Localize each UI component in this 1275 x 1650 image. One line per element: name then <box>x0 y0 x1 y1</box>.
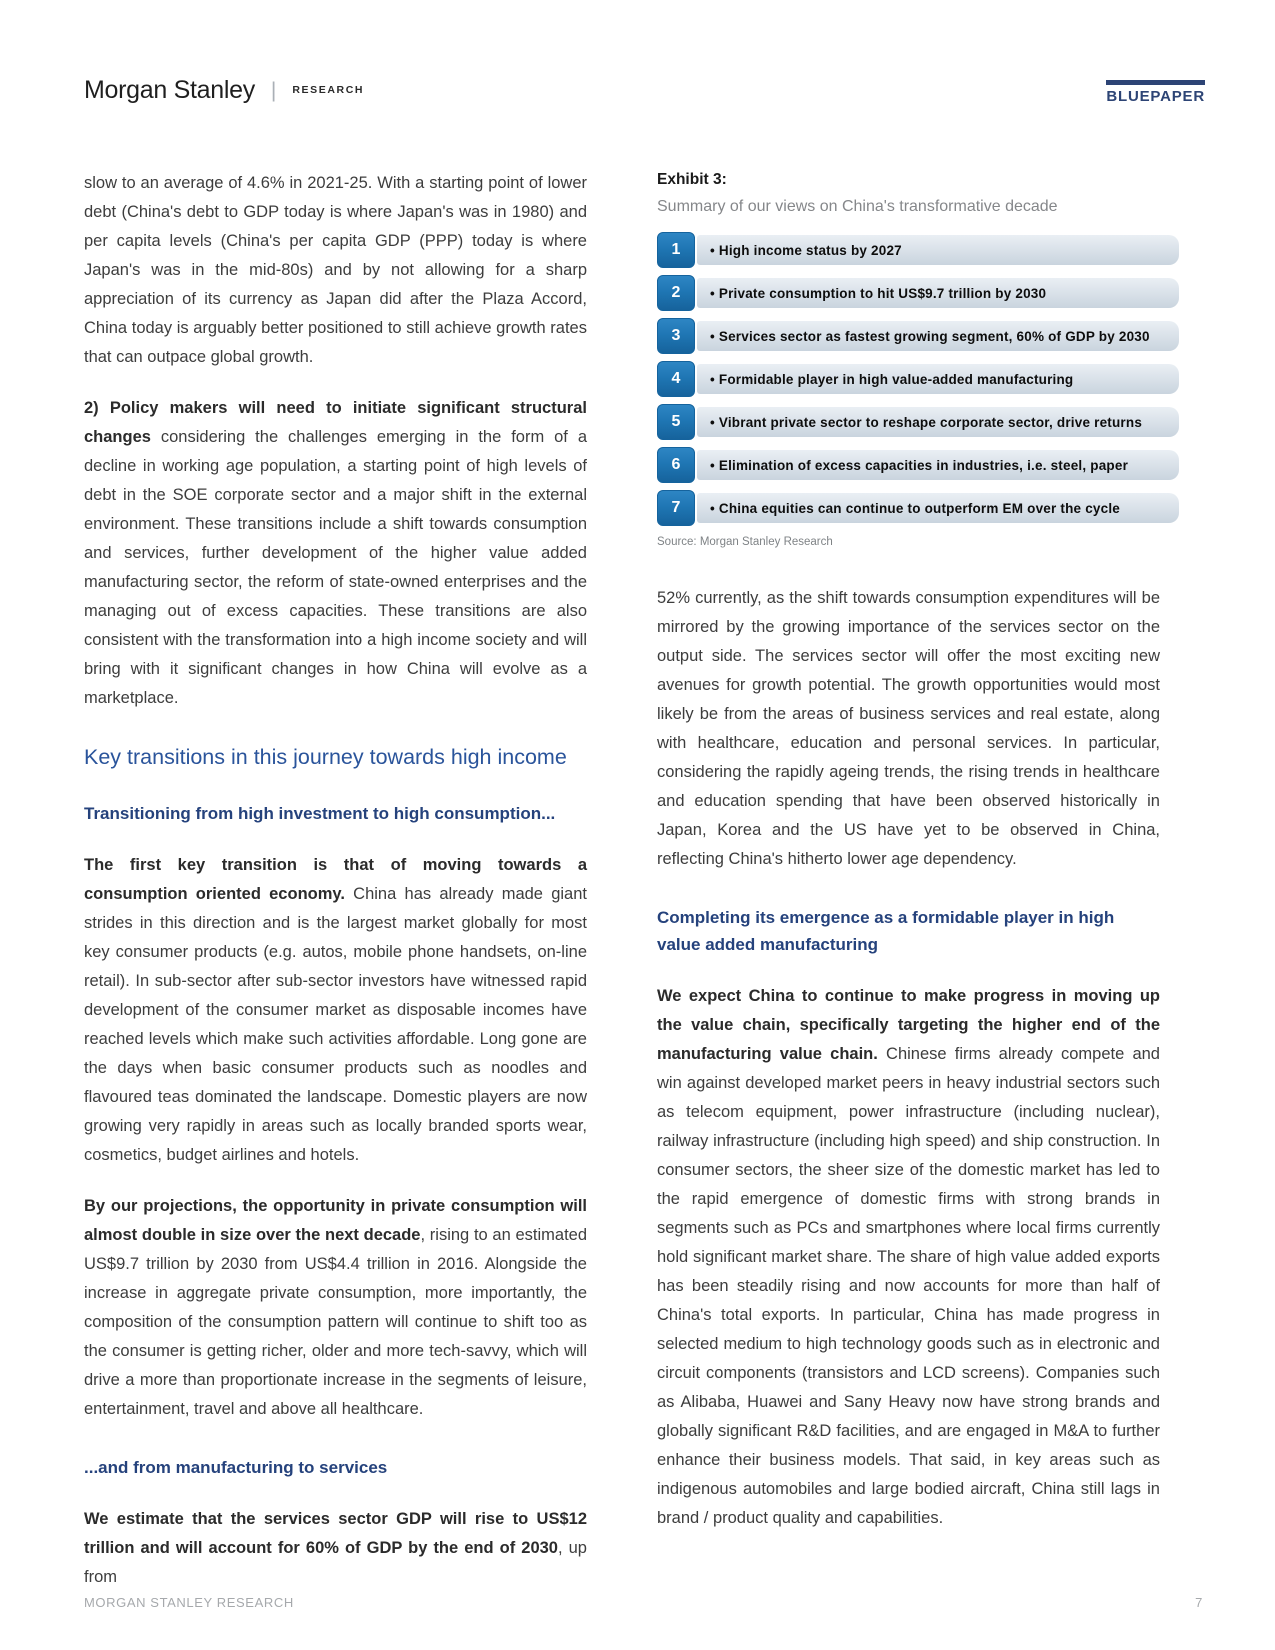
exhibit-item-5 <box>657 404 1179 440</box>
brand-divider: | <box>270 78 277 102</box>
paragraph-first-key-transition <box>84 851 587 1170</box>
exhibit-item-4 <box>657 361 1179 397</box>
exhibit-item-1-label: • High income status by 2027 <box>710 242 902 258</box>
exhibit-item-2-label: • Private consumption to hit US$9.7 trillion by 2030 <box>710 285 1047 301</box>
exhibit-item-1-number: 1 <box>657 232 695 268</box>
exhibit-item-3-number: 3 <box>657 318 695 354</box>
exhibit-source: Source: Morgan Stanley Research <box>657 536 833 548</box>
exhibit-item-6-bar <box>697 450 1179 480</box>
left-column <box>84 169 587 1614</box>
paragraph-value-chain <box>657 982 1160 1533</box>
subheading-manufacturing-to-services: ...and from manufacturing to services <box>84 1458 388 1477</box>
footer-brand-label: MORGAN STANLEY RESEARCH <box>84 1595 294 1610</box>
exhibit-item-2-number: 2 <box>657 275 695 311</box>
morgan-stanley-logo: Morgan Stanley <box>84 76 255 104</box>
exhibit-3 <box>657 171 1179 548</box>
subheading-high-value-manufacturing: Completing its emergence as a formidable player in high value added manufacturing <box>657 908 1115 954</box>
paragraph-policy-makers-lead: 2) Policy makers will need to initiate significant structural changes <box>84 399 587 446</box>
exhibit-item-3 <box>657 318 1179 354</box>
right-column <box>657 169 1160 1614</box>
exhibit-item-3-label: • Services sector as fastest growing segment, 60% of GDP by 2030 <box>710 328 1150 344</box>
paragraph-policy-makers <box>84 394 587 713</box>
paragraph-first-key-transition-body: China has already made giant strides in this direction and is the largest market globally for most key consumer products (e.g. autos, mobile phone handsets, on-line retail). In sub-sector after sub-sector investors have witnessed rapid development of the consumer market as disposable incomes have reached levels which make such activities affordable. Long gone are the days when basic consumer products such as noodles and flavoured teas dominated the landscape. Domestic players are now growing very rapidly in areas such as locally branded sports wear, cosmetics, budget airlines and hotels. <box>84 885 587 1164</box>
paragraph-growth-outlook: slow to an average of 4.6% in 2021-25. With a starting point of lower debt (China's debt to GDP today is where Japan's was in 1980) and per capita levels (China's per capita GDP (PPP) today is where Japan's was in the mid-80s) and by not allowing for a sharp appreciation of its currency as Japan did after the Plaza Accord, China today is arguably better positioned to still achieve growth rates that can outpace global growth. <box>84 174 587 366</box>
paragraph-policy-makers-body: considering the challenges emerging in the form of a decline in working age population, a starting point of high levels of debt in the SOE corporate sector and a major shift in the external environment. These transitions include a shift towards consumption and services, further development of the higher value added manufacturing sector, the reform of state-owned enterprises and the managing out of excess capacities. These transitions are also consistent with the transformation into a high income society and will bring with it significant changes in how China will evolve as a marketplace. <box>84 428 587 707</box>
paragraph-private-consumption-body: , rising to an estimated US$9.7 trillion by 2030 from US$4.4 trillion in 2016. Alongside the increase in aggregate private consumption, more importantly, the composition of the consumption pattern will continue to shift too as the consumer is getting richer, older and more tech-savvy, which will drive a more than proportionate increase in the segments of leisure, entertainment, travel and above all healthcare. <box>84 1226 588 1418</box>
exhibit-item-3-bar <box>697 321 1179 351</box>
exhibit-item-6-number: 6 <box>657 447 695 483</box>
page-footer <box>84 1595 1203 1610</box>
paragraph-services-gdp-lead: We estimate that the services sector GDP will rise to US$12 trillion and will account for 60% of GDP by the end of 2030 <box>84 1510 587 1557</box>
page-header <box>0 0 1275 105</box>
paragraph-services-gdp-body: , up from <box>84 1539 587 1586</box>
exhibit-item-7-label: • China equities can continue to outperform EM over the cycle <box>710 500 1120 516</box>
paragraph-first-key-transition-lead: The first key transition is that of moving towards a consumption oriented economy. <box>84 856 587 903</box>
paragraph-private-consumption-projection <box>84 1192 587 1424</box>
section-heading-key-transitions: Key transitions in this journey towards high income <box>84 745 567 769</box>
paragraph-services-sector-growth: 52% currently, as the shift towards consumption expenditures will be mirrored by the growing importance of the services sector on the output side. The services sector will offer the most exciting new avenues for growth potential. The growth opportunities would most likely be from the areas of business services and real estate, along with healthcare, education and personal services. In particular, considering the rapidly ageing trends, the rising trends in healthcare and education spending that have been observed historically in Japan, Korea and the US have yet to be observed in China, reflecting China's hitherto lower age dependency. <box>657 589 1160 868</box>
exhibit-item-7 <box>657 490 1179 526</box>
bluepaper-badge: BLUEPAPER <box>1106 80 1205 105</box>
paragraph-value-chain-body: Chinese firms already compete and win against developed market peers in heavy industrial sectors such as telecom equipment, power infrastructure (including nuclear), railway infrastructure (including high speed) and ship construction. In consumer sectors, the sheer size of the domestic market has led to the rapid emergence of domestic firms with strong brands in segments such as PCs and smartphones where local firms currently hold significant market share. The share of high value added exports has been steadily rising and now accounts for more than half of China's total exports. In particular, China has made progress in selected medium to high technology goods such as in electronic and circuit components (transistors and LCD screens). Companies such as Alibaba, Huawei and Sany Heavy now have strong brands and globally significant R&D facilities, and are engaged in M&A to further enhance their business models. That said, in key areas such as indigenous automobiles and large bodied aircraft, China still lags in brand / product quality and capabilities. <box>657 1045 1160 1527</box>
exhibit-item-6-label: • Elimination of excess capacities in industries, i.e. steel, paper <box>710 457 1129 473</box>
exhibit-item-5-number: 5 <box>657 404 695 440</box>
content-columns <box>0 169 1275 1614</box>
exhibit-caption: Summary of our views on China's transformative decade <box>657 198 1058 215</box>
paragraph-services-gdp-estimate <box>84 1505 587 1592</box>
exhibit-item-6 <box>657 447 1179 483</box>
exhibit-title: Exhibit 3: <box>657 171 727 188</box>
exhibit-item-5-label: • Vibrant private sector to reshape corporate sector, drive returns <box>710 414 1143 430</box>
exhibit-item-4-label: • Formidable player in high value-added manufacturing <box>710 371 1074 387</box>
page-number: 7 <box>1195 1595 1203 1610</box>
exhibit-item-2-bar <box>697 278 1179 308</box>
exhibit-item-7-bar <box>697 493 1179 523</box>
exhibit-item-1 <box>657 232 1179 268</box>
exhibit-item-7-number: 7 <box>657 490 695 526</box>
exhibit-item-4-bar <box>697 364 1179 394</box>
paragraph-value-chain-lead: We expect China to continue to make progress in moving up the value chain, specifically targeting the higher end of the manufacturing value chain. <box>657 987 1160 1063</box>
paragraph-private-consumption-lead: By our projections, the opportunity in private consumption will almost double in size over the next decade <box>84 1197 587 1244</box>
exhibit-item-5-bar <box>697 407 1179 437</box>
subheading-investment-to-consumption: Transitioning from high investment to high consumption... <box>84 804 556 823</box>
exhibit-item-2 <box>657 275 1179 311</box>
research-label: RESEARCH <box>292 83 365 96</box>
brand <box>84 76 364 105</box>
exhibit-item-1-bar <box>697 235 1179 265</box>
exhibit-item-4-number: 4 <box>657 361 695 397</box>
